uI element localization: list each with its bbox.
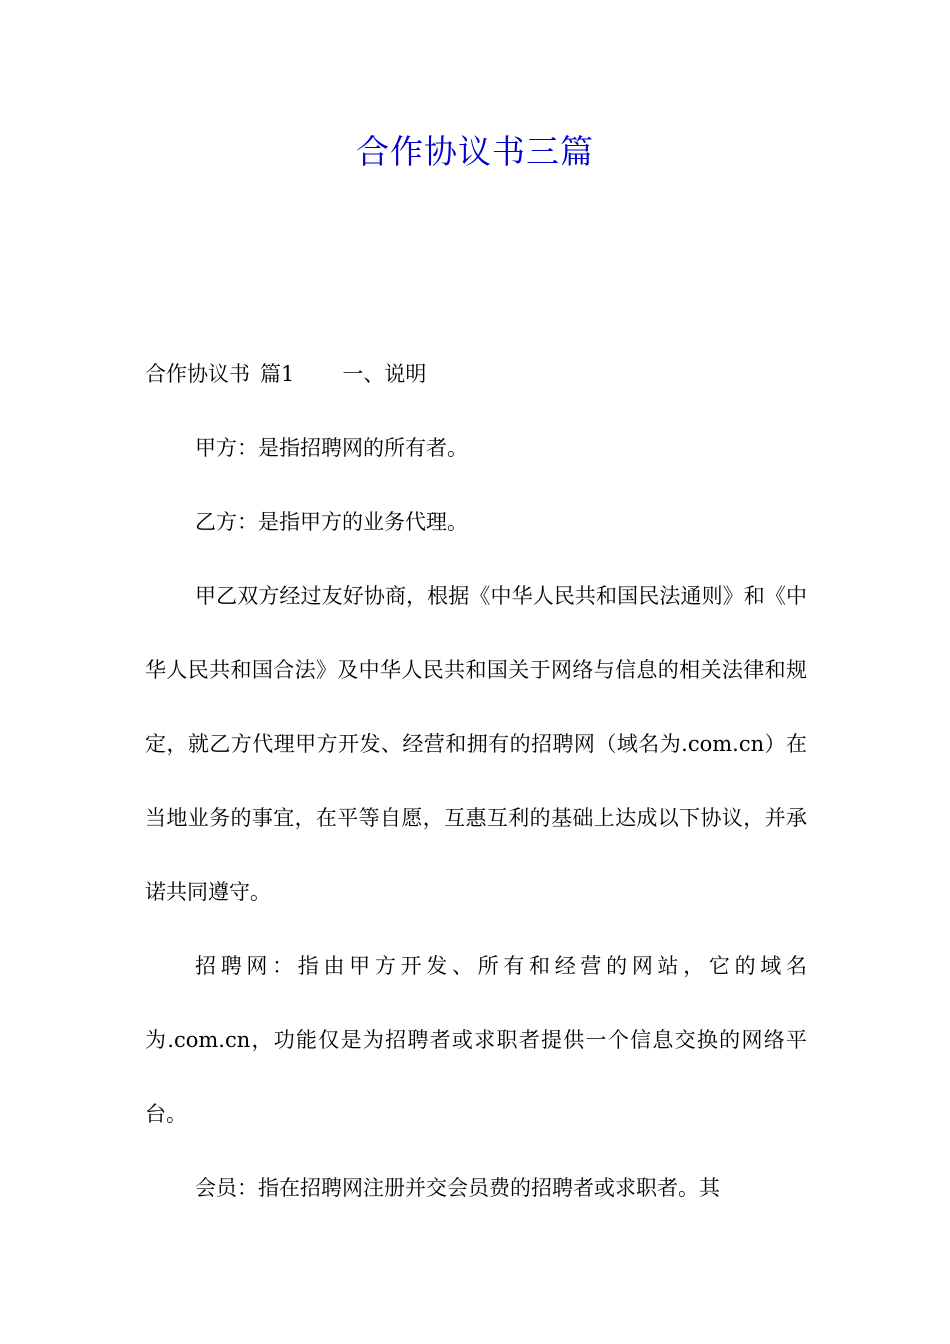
paragraph-agreement-basis: 甲乙双方经过友好协商，根据《中华人民共和国民法通则》和《中华人民共和国合法》及中华人民共和国关于网络与信息的相关法律和规定，就乙方代理甲方开发、经营和拥有的招聘网（域名为.com.cn）在当地业务的事宜，在平等自愿，互惠互利的基础上达成以下协议，并承诺共同遵守。	[145, 584, 807, 904]
paragraph-member-definition: 会员：指在招聘网注册并交会员费的招聘者或求职者。其	[195, 1176, 720, 1200]
section-heading-doc-name: 合作协议书	[145, 362, 250, 386]
document-title: 合作协议书三篇	[356, 132, 594, 171]
paragraph-party-a: 甲方：是指招聘网的所有者。	[195, 436, 468, 460]
paragraph-party-b: 乙方：是指甲方的业务代理。	[195, 510, 468, 534]
section-heading-subtitle: 一、说明	[342, 362, 427, 386]
paragraph-recruitment-site: 招聘网：指由甲方开发、所有和经营的网站，它的域名为.com.cn，功能仅是为招聘者或求职者提供一个信息交换的网络平台。	[145, 954, 807, 1126]
document-body	[145, 337, 807, 1225]
section-heading	[145, 337, 807, 411]
section-heading-part-number: 篇1	[260, 362, 295, 386]
